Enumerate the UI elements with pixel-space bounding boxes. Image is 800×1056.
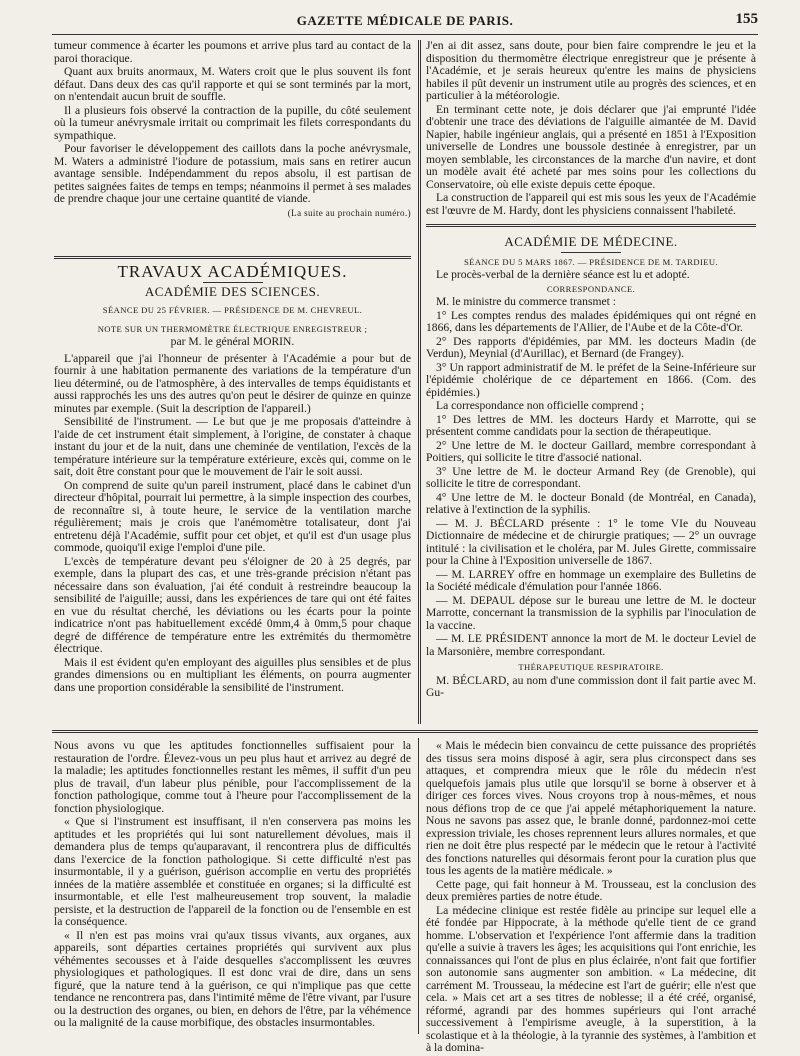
paragraph: 3° Une lettre de M. le docteur Armand Rey (de Grenoble), qui sollicite le titre de correspondant. xyxy=(426,464,756,490)
paragraph: — M. LARREY offre en hommage un exemplaire des Bulletins de la Société médicale d'émulation pour l'année 1866. xyxy=(426,567,756,593)
paragraph: L'appareil que j'ai l'honneur de présenter à l'Académie a pour but de fournir à une habitation permanente des variations de la température d'un lieu déterminé, ou de l'atmosphère, à des intervalles de temps équidistants et aussi rapprochés les uns des autres qu'on peut le désirer de quinze en quinze minutes par exemple. (Suit la description de l'appareil.) xyxy=(54,351,411,415)
paragraph: 4° Une lettre de M. le docteur Bonald (de Montréal, en Canada), relative à l'extinction de la syphilis. xyxy=(426,490,756,516)
paragraph: — M. LE PRÉSIDENT annonce la mort de M. le docteur Leviel de la Marsonière, membre correspondant. xyxy=(426,632,756,658)
section-rule xyxy=(426,224,756,227)
divider xyxy=(561,252,621,253)
paragraph: tumeur commence à écarter les poumons et arrive plus tard au contact de la paroi thoracique. xyxy=(54,39,411,65)
note-author: par M. le général MORIN. xyxy=(170,335,295,348)
paragraph: — M. DEPAUL dépose sur le bureau une lettre de M. le docteur Marrotte, concernant la transmission de la syphilis par l'inoculation de la vaccine. xyxy=(426,593,756,632)
paragraph: Le procès-verbal de la dernière séance est lu et adopté. xyxy=(436,268,690,281)
seance-line: SÉANCE DU 25 FÉVRIER. — PRÉSIDENCE DE M. CHEVREUL. xyxy=(102,305,363,315)
note-title: NOTE SUR UN THERMOMÈTRE ÉLECTRIQUE ENREGISTREUR ; xyxy=(97,323,368,334)
paragraph: 2° Des rapports d'épidémies, par MM. les docteurs Madin (de Verdun), Meynial (d'Aurillac), et Bernard (de Frangey). xyxy=(426,334,756,360)
divider xyxy=(203,282,263,283)
paragraph: 1° Des lettres de MM. les docteurs Hardy et Marrotte, qui se présentent comme candidats pour la section de thérapeutique. xyxy=(426,412,756,438)
correspondance-title: CORRESPONDANCE. xyxy=(546,283,636,294)
paragraph: On comprend de suite qu'un pareil instrument, placé dans le cabinet d'un directeur d'hôpital, pourrait lui permettre, à la simple inspection des courbes, de reconnaître si, à toute heure, le service de la ventilation marche régulièrement; mais je crois que l'anémomètre totalisateur, dont j'ai entretenu déjà l'Académie, suffit pour cet objet, et qu'il est d'un usage plus commode, quoiqu'il exige l'emploi d'une pile. xyxy=(54,478,411,554)
paragraph: 3° Un rapport administratif de M. le préfet de la Seine-Inférieure sur l'épidémie cholérique de ce département en 1866. (Com. des épidémies.) xyxy=(426,360,756,399)
paragraph: Il a plusieurs fois observé la contraction de la pupille, du côté seulement où la tumeur anévrysmale irritait ou comprimait les filets correspondants du sympathique. xyxy=(54,103,411,142)
paragraph: « Que si l'instrument est insuffisant, il n'en conservera pas moins les aptitudes et les propriétés qui lui sont naturellement dévolues, mais il demandera plus de temps qu'auparavant, il rencontrera plus de difficultés dans l'exercice de la fonction pathologique. Si cette difficulté n'est pas insurmontable, il y a guérison, guérison accomplie en vertu des propriétés innées de la matière assemblée et constituée en organes; si la difficulté est insurmontable, et elle l'est malheureusement trop souvent, la maladie persiste, et la destruction de l'appareil de la fonction ou de l'ensemble en est la conséquence. xyxy=(54,815,411,928)
paragraph: Cette page, qui fait honneur à M. Trousseau, est la conclusion des deux premières parties de notre étude. xyxy=(426,877,756,903)
paragraph: Quant aux bruits anormaux, M. Waters croit que le plus souvent ils font défaut. Dans deux des cas qu'il rapporte et qui se sont terminés par la mort, on n'entendait aucun bruit de souffle. xyxy=(54,65,411,103)
right-column-top xyxy=(426,40,756,218)
academy-title: ACADÉMIE DE MÉDECINE. xyxy=(504,234,678,249)
paragraph: Nous avons vu que les aptitudes fonctionnelles suffisaient pour la restauration de l'ordre. Élevez-vous un peu plus haut et arrivez au degré de la maladie; les aptitudes fonctionnelles restant les mêmes, il suffit d'un peu plus de travail, d'un labeur plus pénible, pour l'accomplissement de la fonction pathologique, comme tout à l'heure pour l'accomplissement de la fonction physiologique. xyxy=(54,739,411,815)
paragraph: La médecine clinique est restée fidèle au principe sur lequel elle a été fondée par Hippocrate, à la méthode qu'elle tient de ce grand homme. L'observation et l'expérience l'ont affermie dans la tradition qu'elle a suivie à travers les âges; les acquisitions qui l'ont enrichie, les connaissances qui l'ont de plus en plus éclairée, n'ont fait que fortifier son autonomie sans augmenter son ambition. « La médecine, dit carrément M. Trousseau, la médecine est l'art de guérir; elle n'est que cela. » Mais cet art a ses titres de noblesse; il a été créé, organisé, réformé, agrandi par des hommes supérieurs qui l'ont arraché successivement à l'empirisme aveugle, à la superstition, à la scolastique et à la théologie, à la tyrannie des systèmes, à l'ambition et à la domina- xyxy=(426,903,756,1054)
paragraph: Sensibilité de l'instrument. — Le but que je me proposais d'atteindre à l'aide de cet instrument était simplement, à l'origine, de constater à chaque instant du jour et de la nuit, dans une cheminée de ventilation, l'excès de la température intérieure sur la température extérieure, excès qui, comme on le sait, doit être constant pour que le mouvement de l'air le soit aussi. xyxy=(54,415,411,478)
continued-note: (La suite au prochain numéro.) xyxy=(287,207,411,218)
paragraph: J'en ai dit assez, sans doute, pour bien faire comprendre le jeu et la disposition du thermomètre électrique enregistreur que je présente à l'Académie, et je serais heureux qu'entre les mains de physiciens habiles il pût devenir un instrument utile au progrès des sciences, et en particulier à la météorologie. xyxy=(426,39,756,102)
paragraph: La correspondance non officielle comprend ; xyxy=(436,399,645,412)
paragraph: La construction de l'appareil qui est mis sous les yeux de l'Académie est l'œuvre de M. Hardy, dont les physiciens connaissent l'habileté. xyxy=(426,191,756,217)
section-rule xyxy=(54,256,411,259)
column-rule xyxy=(418,40,421,724)
paragraph: — M. J. BÉCLARD présente : 1° le tome VIe du Nouveau Dictionnaire de médecine et de chirurgie pratiques; — 2° un ouvrage intitulé : la civilisation et le choléra, par M. Jules Girette, commissaire pour la Chine à l'Exposition universelle de 1867. xyxy=(426,516,756,567)
page-header xyxy=(52,10,758,32)
paragraph: « Il n'en est pas moins vrai qu'aux tissus vivants, aux organes, aux appareils, sont départies certaines propriétés qui survivent aux plus véhémentes secousses et à l'aide desquelles s'accomplissent les œuvres physiologiques et pathologiques. Il est donc vrai de dire, dans un sens figuré, que la nature tend à la guérison, ce qui n'implique pas que cette tendance ne rencontrera pas, dans l'intimité même de l'être vivant, par l'usure ou la destruction des organes, ou bien, en dehors de l'être, par la véhémence ou la malignité de la cause morbifique, des obstacles insurmontables. xyxy=(54,928,411,1029)
paragraph: 1° Les comptes rendus des malades épidémiques qui ont régné en 1866, dans les départements de l'Allier, de l'Aube et de la Côte-d'Or. xyxy=(426,308,756,334)
paragraph: 2° Une lettre de M. le docteur Gaillard, membre correspondant à Poitiers, qui sollicite le titre d'associé national. xyxy=(426,438,756,464)
paragraph: « Mais le médecin bien convaincu de cette puissance des propriétés des tissus sera moins disposé à agir, sera plus circonspect dans ses attaques, et comprendra mieux que le rôle du médecin n'est quelquefois jamais plus utile que lorsqu'il se borne à observer et à diriger ces forces vives. Nous croyons trop à nous-mêmes, et nous nous défions trop de ce que j'ai appelé métaphoriquement la nature. Nous ne savons pas assez que, le branle donné, pardonnez-moi cette expression triviale, les choses reprennent leurs allures normales, et que rien ne doit être plus respecté par le médecin que le retour à l'activité des fonctions naturelles qui désormais feront pour la curation plus que tous les agents de la matière médicale. » xyxy=(426,739,756,877)
bottom-right-column xyxy=(426,740,756,1056)
section-title: TRAVAUX ACADÉMIQUES. xyxy=(117,262,348,281)
column-rule xyxy=(418,738,419,1034)
paragraph: M. le ministre du commerce transmet : xyxy=(436,295,616,308)
bottom-left-column xyxy=(54,740,411,1031)
journal-title: GAZETTE MÉDICALE DE PARIS. xyxy=(296,13,514,28)
left-column-top xyxy=(54,40,411,220)
paragraph: Pour favoriser le développement des caillots dans la poche anévrysmale, M. Waters a administré l'iodure de potassium, mais sans en retirer aucun avantage sensible. Indépendamment du repos absolu, il est partisan de petites saignées faites de temps en temps; néanmoins il permet à ses malades de prendre chaque jour une certaine quantité de viande. xyxy=(54,142,411,205)
academy-title: ACADÉMIE DES SCIENCES. xyxy=(144,283,321,299)
paragraph: En terminant cette note, je dois déclarer que j'ai emprunté l'idée d'obtenir une trace des déviations de l'aiguille aimantée de M. David Napier, habile ingénieur anglais, qui a présenté en 1851 à l'Exposition universelle de Londres une boussole destinée à enregistrer, par un moyen semblable, les circonstances de la marche d'un navire, et dont un modèle avait été acheté par mes soins pour les collections du Conservatoire, où elle existe depuis cette époque. xyxy=(426,102,756,191)
page-number: 155 xyxy=(735,11,758,27)
therapeutique-title: THÉRAPEUTIQUE RESPIRATOIRE. xyxy=(518,662,664,672)
paragraph: Mais il est évident qu'en employant des aiguilles plus sensibles et de plus grandes dimensions ou en multipliant les éléments, on pourra augmenter dans une proportion considérable la sensibilité de l'instrument. xyxy=(54,655,411,694)
medecine-section xyxy=(426,236,756,701)
travaux-section xyxy=(54,262,411,695)
feuilleton-rule xyxy=(52,730,758,733)
paragraph: M. BÉCLARD, au nom d'une commission dont il fait partie avec M. Gu- xyxy=(426,673,756,699)
seance-line: SÉANCE DU 5 MARS 1867. — PRÉSIDENCE DE M. TARDIEU. xyxy=(463,256,719,267)
header-rule xyxy=(52,34,758,35)
paragraph: L'excès de température devant peu s'éloigner de 20 à 25 degrés, par exemple, dans la plupart des cas, et une très-grande précision n'étant pas nécessaire dans son évaluation, j'ai été conduit à restreindre beaucoup la sensibilité de l'aiguille; aussi, dans les expériences de tare qui ont été faites en vue du résultat cherché, les déviations ou les écarts pour la pointe indicatrice n'ont pas habituellement excédé 0mm,4 à 0mm,5 pour chaque degré de différence de température entre les extrémités du thermomètre électrique. xyxy=(54,554,411,655)
